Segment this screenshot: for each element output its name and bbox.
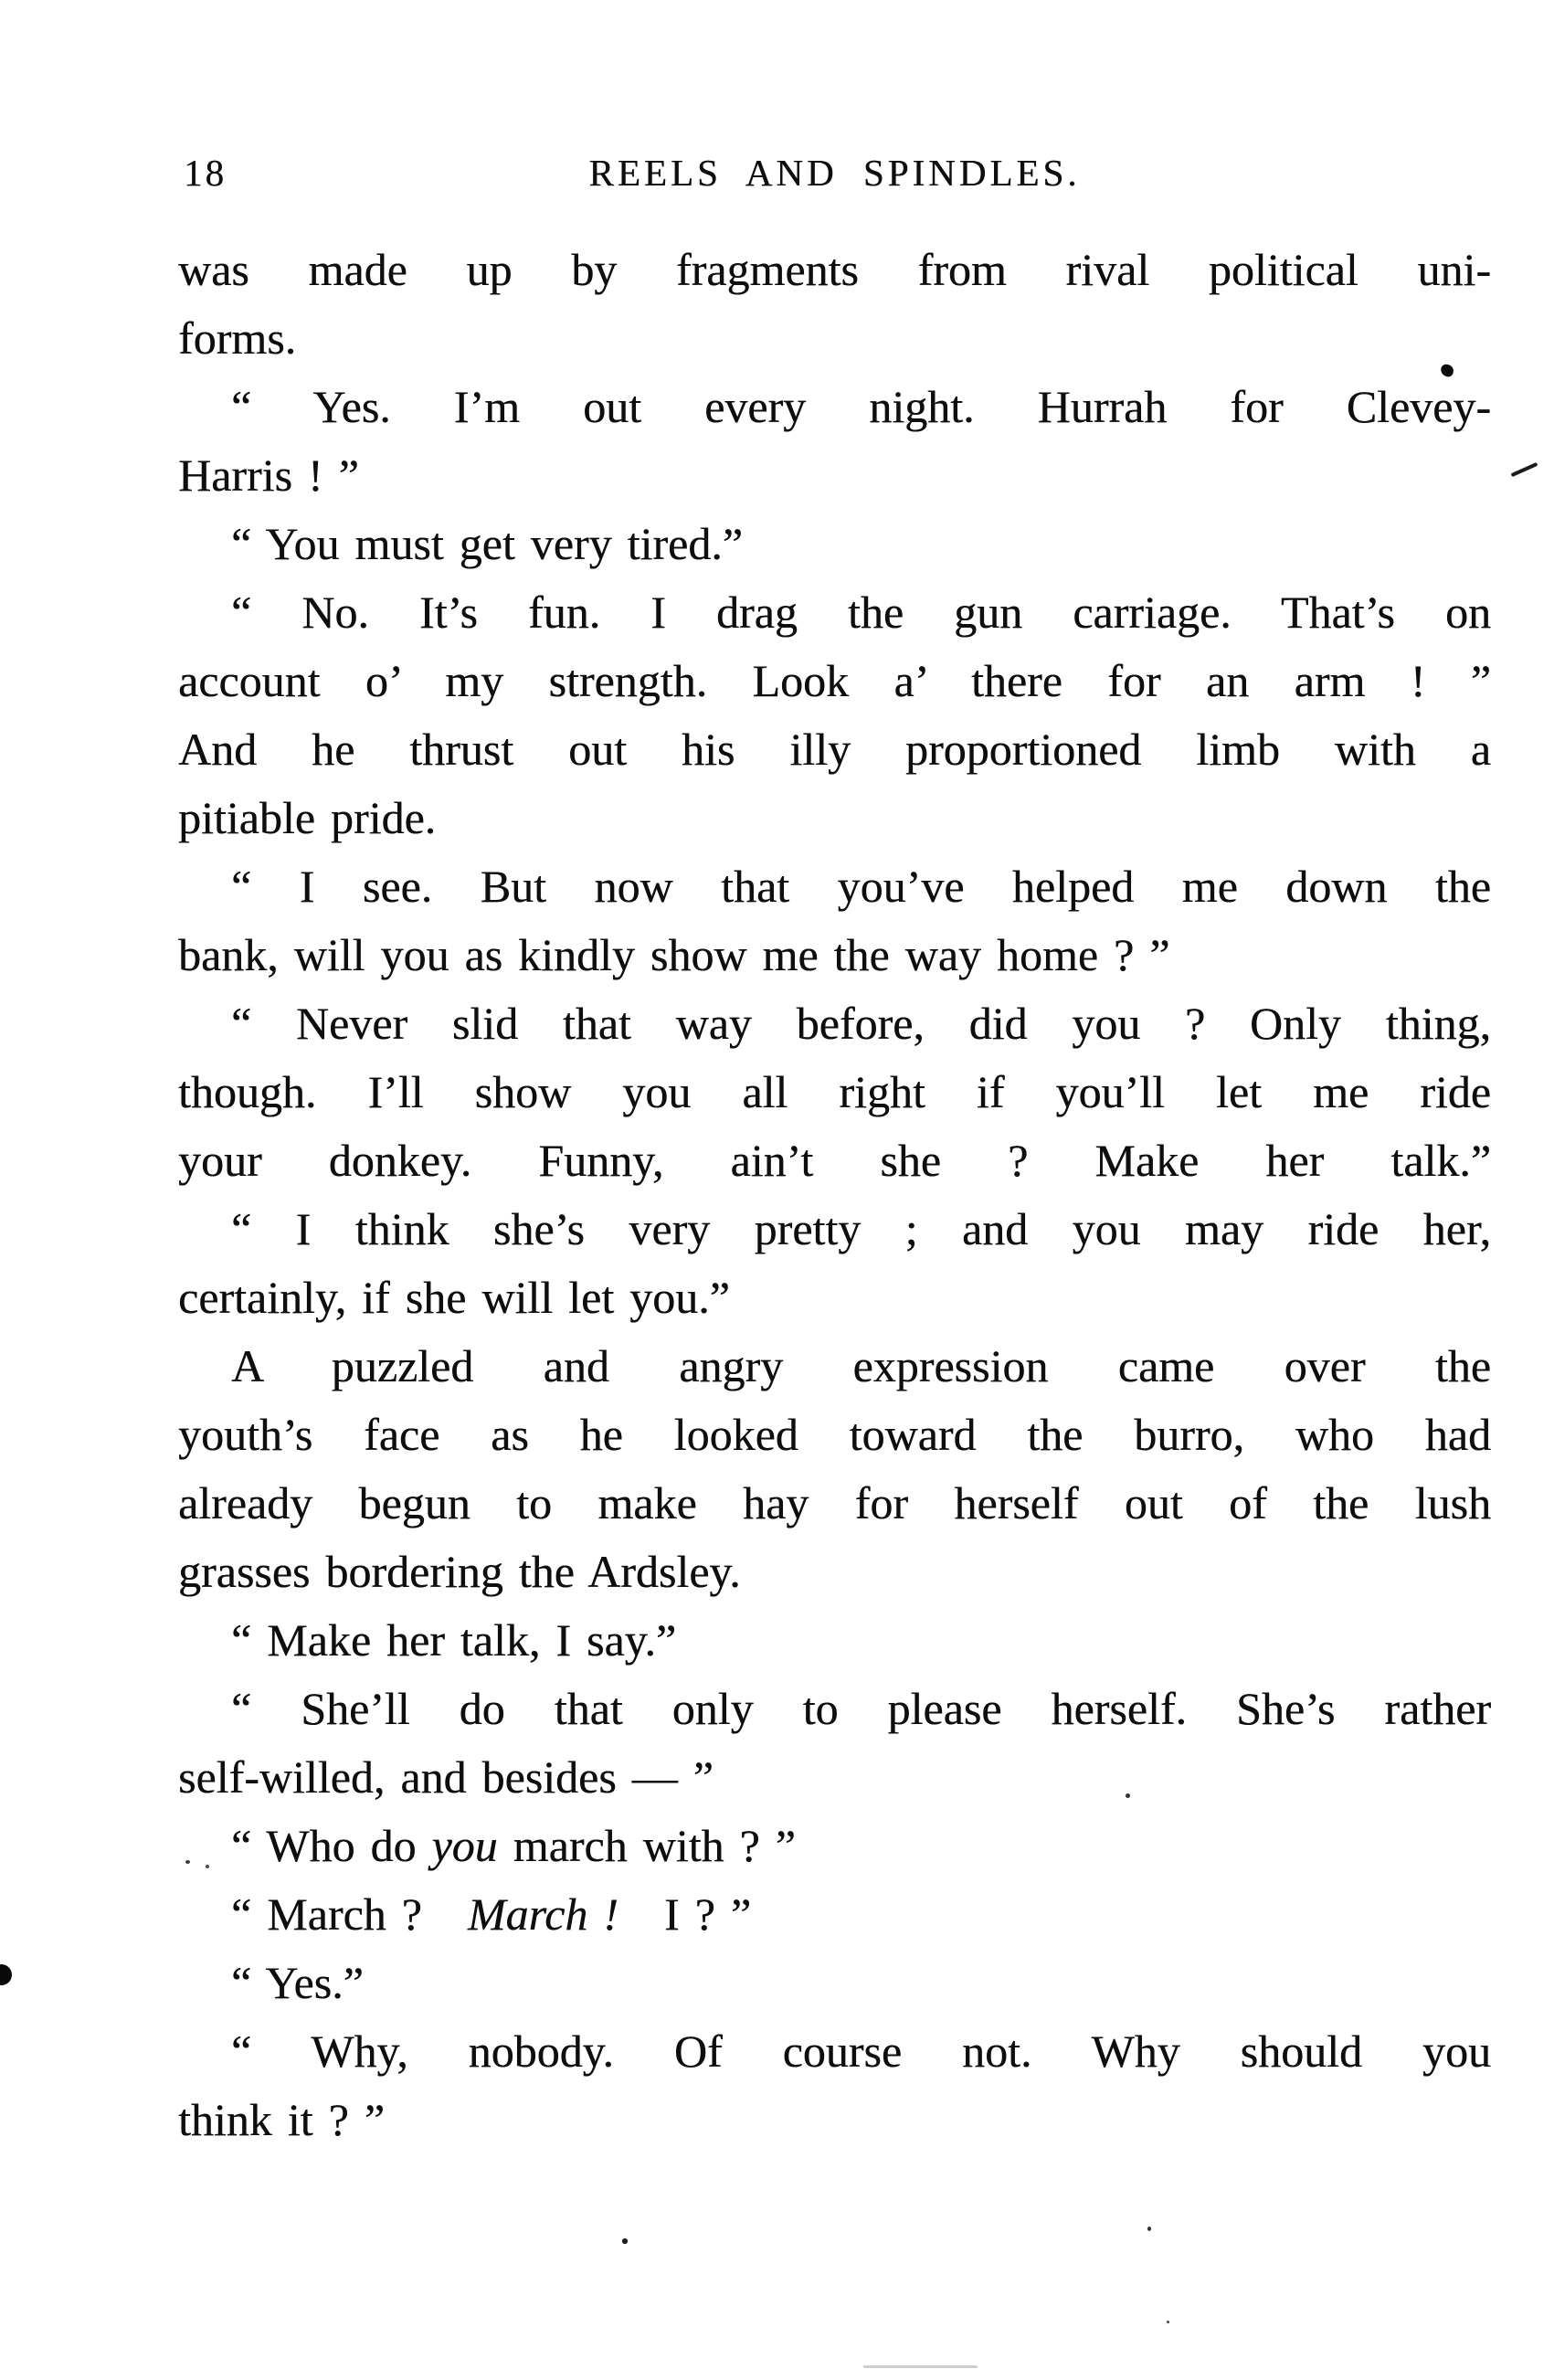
text-line: though. I’ll show you all right if you’ll let me ride — [178, 1066, 1491, 1117]
text-line: “ She’ll do that only to please herself. She’s rather — [231, 1683, 1491, 1734]
text-segment: “ March ? — [231, 1888, 468, 1940]
stray-dot-mark — [1126, 1793, 1130, 1798]
text-line: “ No. It’s fun. I drag the gun carriage. That’s on — [231, 587, 1491, 638]
text-segment: “ Who do — [231, 1820, 432, 1871]
text-line: “ Why, nobody. Of course not. Why should you — [231, 2026, 1491, 2077]
text-line: grasses bordering the Ardsley. — [178, 1546, 741, 1597]
text-segment: I ? ” — [618, 1888, 752, 1940]
text-line: “ I think she’s very pretty ; and you may ride her, — [231, 1203, 1491, 1254]
text-line: “ You must get very tired.” — [231, 518, 743, 569]
text-line: “ Make her talk, I say.” — [231, 1614, 677, 1666]
text-line: account o’ my strength. Look a’ there for an arm ! ” — [178, 655, 1491, 706]
text-line: bank, will you as kindly show me the way home ? ” — [178, 929, 1170, 980]
text-line: “ I see. But now that you’ve helped me down the — [231, 861, 1491, 912]
text-line: was made up by fragments from rival political uni- — [178, 244, 1491, 295]
text-line: think it ? ” — [178, 2094, 385, 2145]
text-line: forms. — [178, 312, 297, 364]
margin-dot-mark — [206, 1865, 209, 1868]
text-line: your donkey. Funny, ain’t she ? Make her talk.” — [178, 1135, 1491, 1186]
running-title: REELS AND SPINDLES. — [588, 152, 1081, 194]
text-line: self-willed, and besides — ” — [178, 1751, 714, 1803]
text-line: And he thrust out his illy proportioned limb with a — [178, 724, 1491, 775]
italic-text: you — [431, 1820, 498, 1871]
text-line: Harris ! ” — [178, 450, 359, 501]
text-line: youth’s face as he looked toward the burro, who had — [178, 1409, 1491, 1460]
ink-speck-mark — [622, 2238, 628, 2244]
text-line: “ Never slid that way before, did you ? Only thing, — [231, 998, 1491, 1049]
text-line: already begun to make hay for herself out of the lush — [178, 1477, 1491, 1528]
margin-dot-mark — [185, 1860, 190, 1864]
page-header — [178, 149, 1491, 196]
page-number: 18 — [184, 152, 227, 194]
ink-speck-mark — [1147, 2227, 1151, 2231]
scan-edge-line — [863, 2365, 978, 2368]
text-segment: march with ? ” — [497, 1820, 796, 1871]
text-line: pitiable pride. — [178, 792, 437, 843]
text-line — [178, 1812, 1491, 1880]
text-line: “ Yes.” — [231, 1957, 364, 2008]
italic-text: March ! — [467, 1888, 618, 1940]
text-line: A puzzled and angry expression came over the — [231, 1340, 1491, 1391]
left-edge-dot-mark — [0, 1964, 12, 1985]
text-line — [178, 1880, 1491, 1949]
text-line: “ Yes. I’m out every night. Hurrah for Clevey- — [231, 381, 1491, 432]
pen-stroke-mark — [1511, 462, 1538, 477]
page-body — [178, 236, 1491, 2154]
ink-speck-mark — [1167, 2321, 1169, 2323]
text-line: certainly, if she will let you.” — [178, 1272, 730, 1323]
